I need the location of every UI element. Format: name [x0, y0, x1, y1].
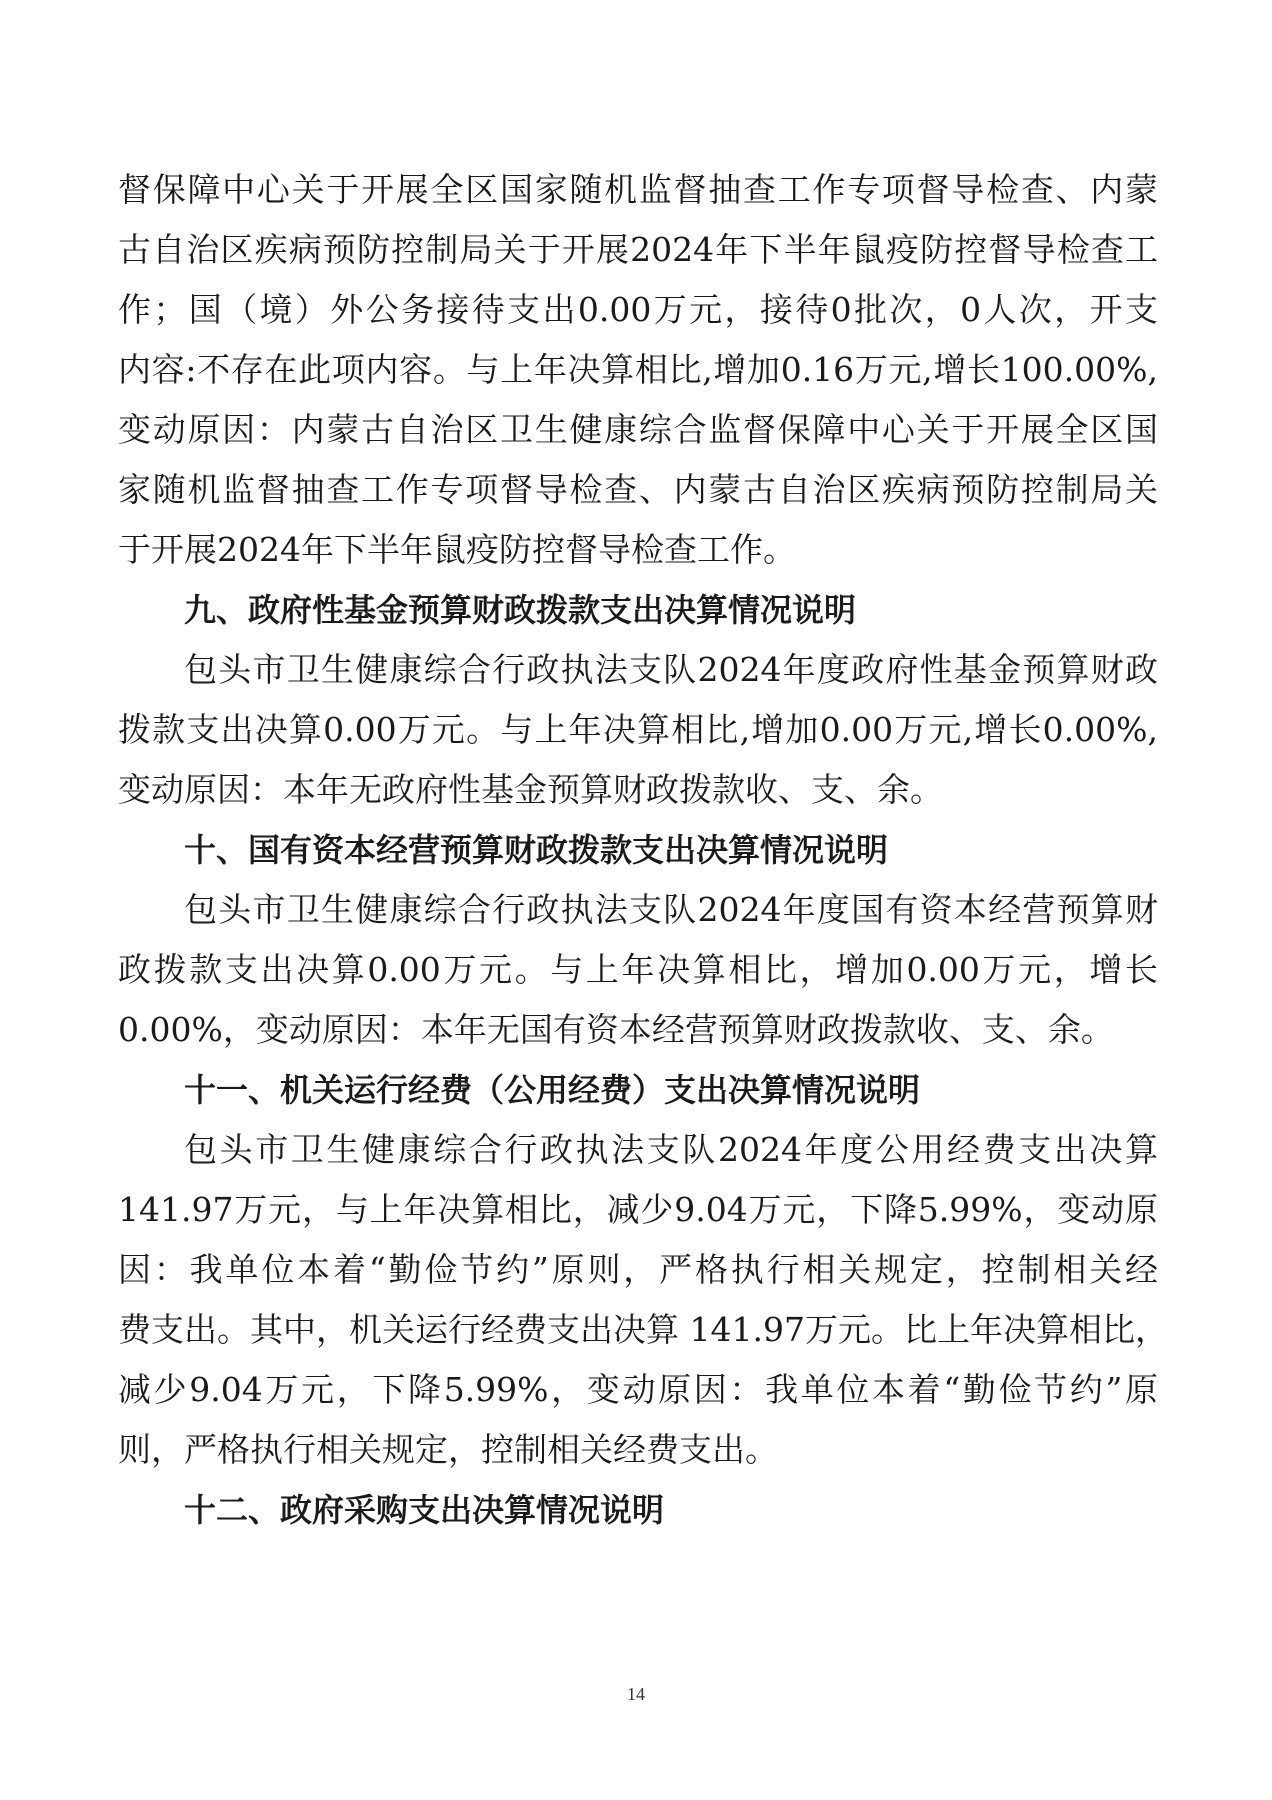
text-line: 家随机监督抽查工作专项督导检查、内蒙古自治区疾病预防控制局关 [118, 470, 1158, 509]
text-line: 督保障中心关于开展全区国家随机监督抽查工作专项督导检查、内蒙 [118, 170, 1158, 209]
text-line: 政拨款支出决算0.00万元。与上年决算相比，增加0.00万元，增长 [118, 950, 1158, 989]
text-line: 于开展2024年下半年鼠疫防控督导检查工作。 [118, 530, 796, 569]
section-heading-10: 十、国有资本经营预算财政拨款支出决算情况说明 [184, 831, 889, 869]
section-heading-11: 十一、机关运行经费（公用经费）支出决算情况说明 [184, 1071, 921, 1109]
text-line: 则，严格执行相关规定，控制相关经费支出。 [118, 1430, 778, 1469]
section-heading-12: 十二、政府采购支出决算情况说明 [184, 1491, 665, 1529]
text-line: 包头市卫生健康综合行政执法支队2024年度国有资本经营预算财 [184, 890, 1158, 929]
text-line: 拨款支出决算0.00万元。与上年决算相比,增加0.00万元,增长0.00%, [118, 710, 1158, 749]
section-heading-9: 九、政府性基金预算财政拨款支出决算情况说明 [184, 591, 857, 629]
text-line: 费支出。其中，机关运行经费支出决算 141.97万元。比上年决算相比， [118, 1310, 1168, 1349]
text-line: 0.00%，变动原因：本年无国有资本经营预算财政拨款收、支、余。 [118, 1010, 1114, 1049]
text-line: 141.97万元，与上年决算相比，减少9.04万元，下降5.99%，变动原 [118, 1190, 1158, 1229]
text-line: 包头市卫生健康综合行政执法支队2024年度公用经费支出决算 [184, 1130, 1158, 1169]
text-line: 因：我单位本着“勤俭节约”原则，严格执行相关规定，控制相关经 [118, 1250, 1158, 1289]
page-number: 14 [627, 1684, 645, 1704]
text-line: 古自治区疾病预防控制局关于开展2024年下半年鼠疫防控督导检查工 [118, 230, 1158, 269]
text-line: 减少9.04万元，下降5.99%，变动原因：我单位本着“勤俭节约”原 [118, 1370, 1158, 1409]
text-line: 变动原因：内蒙古自治区卫生健康综合监督保障中心关于开展全区国 [118, 410, 1158, 449]
document-body [118, 160, 1168, 1540]
text-line: 内容:不存在此项内容。与上年决算相比,增加0.16万元,增长100.00%, [118, 350, 1158, 389]
text-line: 变动原因：本年无政府性基金预算财政拨款收、支、余。 [118, 770, 943, 809]
text-line: 包头市卫生健康综合行政执法支队2024年度政府性基金预算财政 [184, 650, 1158, 689]
text-line: 作；国（境）外公务接待支出0.00万元，接待0批次，0人次，开支 [118, 290, 1158, 329]
